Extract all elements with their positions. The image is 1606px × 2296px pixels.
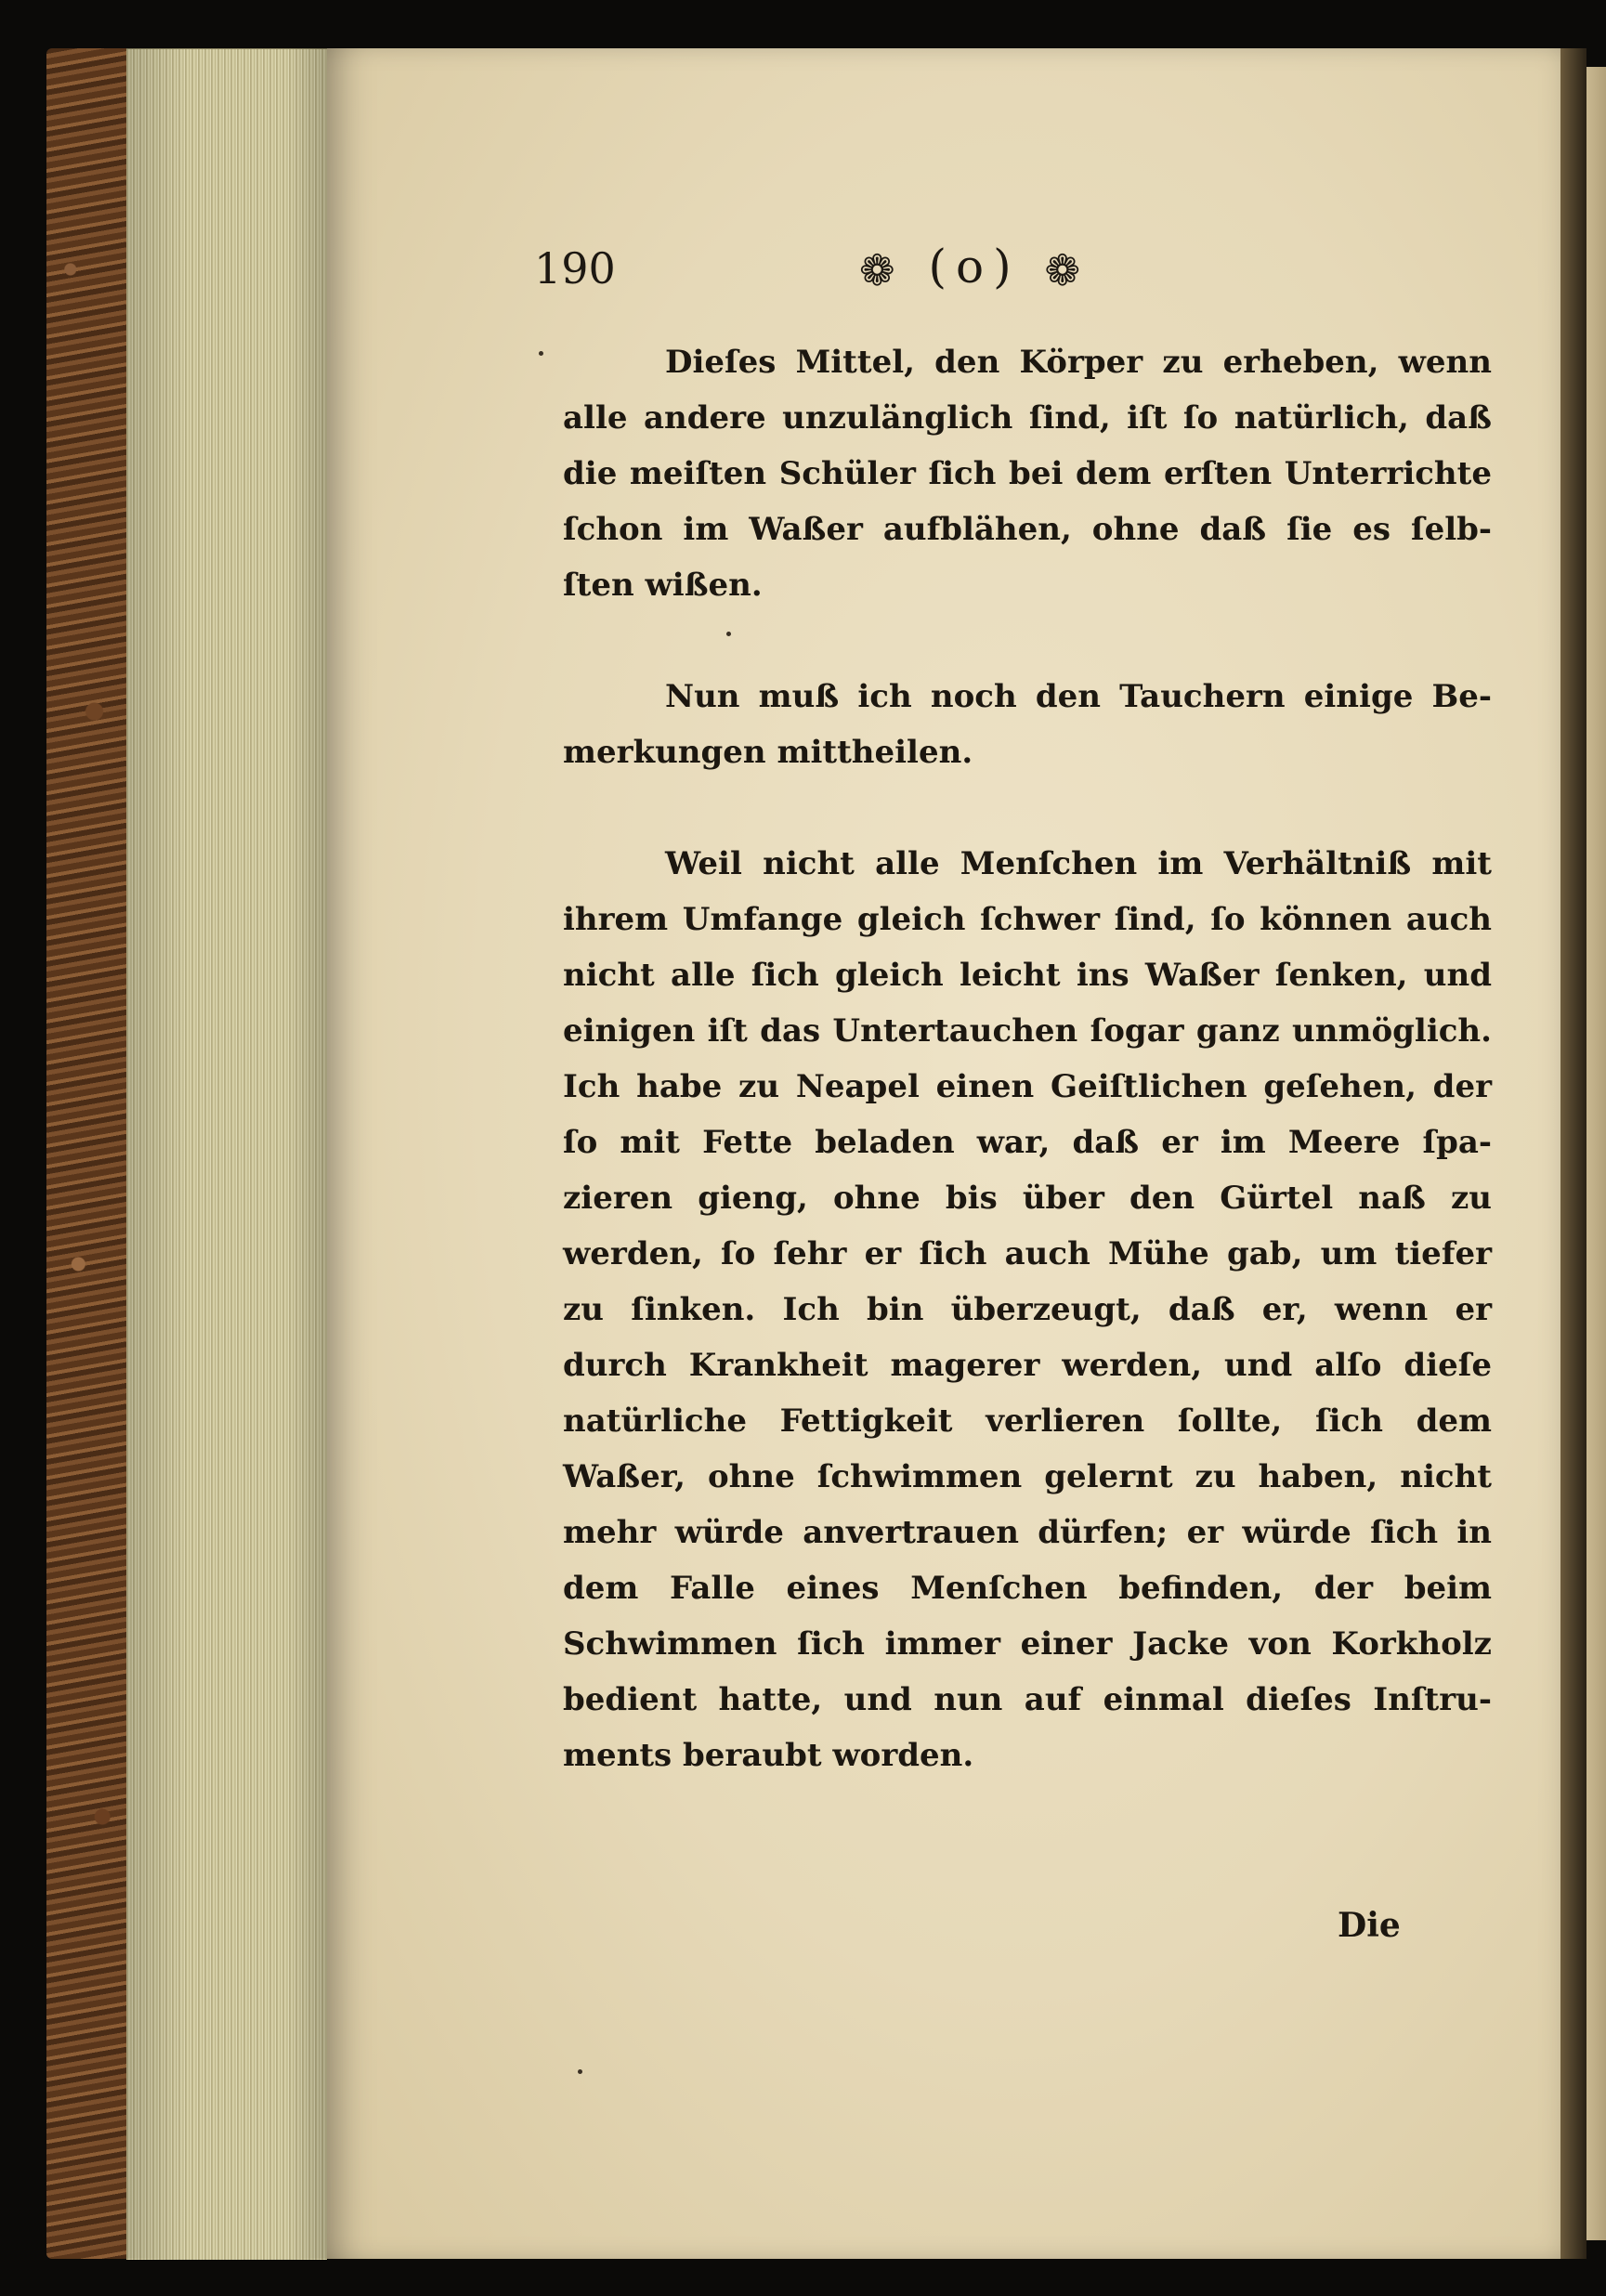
text-line: dem Falle eines Menſchen befinden, der beim [563, 1570, 1492, 1607]
paragraph [563, 836, 1492, 1783]
paragraph [563, 669, 1492, 780]
text-line: natürliche Fettigkeit verlieren ſollte, ſich dem [563, 1402, 1492, 1440]
text-line: ihrem Umfange gleich ſchwer ſind, ſo können auch [563, 901, 1492, 938]
text-line: Schwimmen ſich immer einer Jacke von Korkholz [563, 1625, 1492, 1663]
text-line: merkungen mittheilen. [563, 734, 973, 771]
rosette-icon: ❁ [859, 245, 905, 295]
running-head [859, 240, 1090, 295]
text-line: bedient hatte, und nun auf einmal dieſes Inſtru- [563, 1681, 1492, 1718]
ink-speck [578, 2069, 582, 2074]
text-line: mehr würde anvertrauen dürfen; er würde ſich in [563, 1514, 1492, 1551]
text-line: zieren gieng, ohne bis über den Gürtel naß zu [563, 1180, 1492, 1217]
ink-speck [539, 351, 543, 356]
next-page-edge [1586, 67, 1606, 2240]
text-line: werden, ſo ſehr er ſich auch Mühe gab, um tiefer [563, 1235, 1492, 1272]
text-line: ſchon im Waßer aufblähen, ohne daß ſie es ſelb- [563, 511, 1492, 548]
text-line: Dieſes Mittel, den Körper zu erheben, wenn [665, 344, 1492, 381]
text-line: zu ſinken. Ich bin überzeugt, daß er, wenn er [563, 1291, 1492, 1328]
book-gutter [1560, 48, 1586, 2259]
catchword: Die [1338, 1906, 1401, 1945]
text-line: die meiſten Schüler ſich bei dem erſten Unterrichte [563, 455, 1492, 492]
body-text [563, 334, 1492, 1783]
page-stack-shadow [126, 48, 327, 2259]
rosette-icon: ❁ [1044, 245, 1090, 295]
text-line: Nun muß ich noch den Tauchern einige Be- [665, 678, 1492, 715]
text-line: ſo mit Fette beladen war, daß er im Meere ſpa- [563, 1124, 1492, 1161]
text-line: einigen iſt das Untertauchen ſogar ganz unmöglich. [563, 1012, 1492, 1050]
text-line: Ich habe zu Neapel einen Geiſtlichen geſehen, der [563, 1068, 1492, 1105]
paragraph [563, 334, 1492, 613]
text-line: ſten wißen. [563, 567, 763, 604]
ink-speck [726, 632, 731, 636]
page-number: 190 [534, 243, 616, 294]
text-line: alle andere unzulänglich ſind, iſt ſo natürlich, daß [563, 399, 1492, 437]
running-head-text: (o) [928, 240, 1021, 294]
text-line: durch Krankheit magerer werden, und alſo dieſe [563, 1347, 1492, 1384]
text-line: Weil nicht alle Menſchen im Verhältniß mit [665, 845, 1492, 882]
text-line: ments beraubt worden. [563, 1737, 974, 1774]
text-line: nicht alle ſich gleich leicht ins Waßer ſenken, und [563, 957, 1492, 994]
text-line: Waßer, ohne ſchwimmen gelernt zu haben, nicht [563, 1458, 1492, 1495]
leather-cover [46, 48, 126, 2259]
